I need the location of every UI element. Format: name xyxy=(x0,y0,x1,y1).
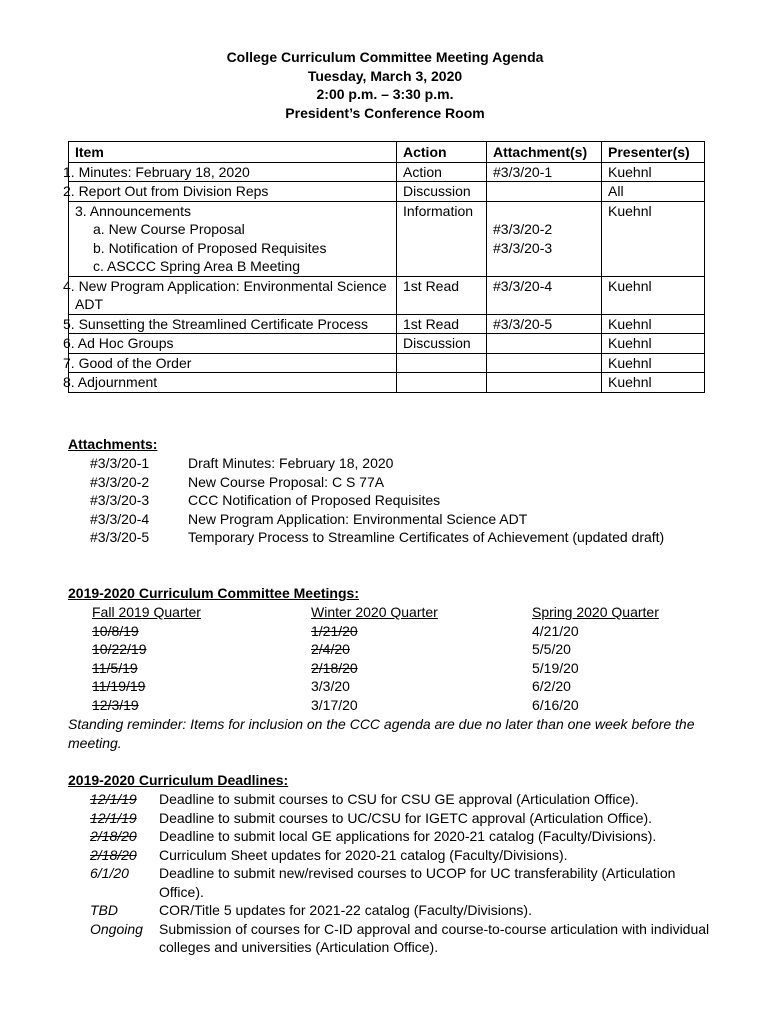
meeting-date: 6/16/20 xyxy=(532,696,579,713)
deadline-date-past: 12/1/19 xyxy=(90,791,137,807)
presenter-cell: Kuehnl xyxy=(602,373,705,393)
quarter-heading: Winter 2020 Quarter xyxy=(311,604,438,620)
attachment-description: New Program Application: Environmental Science ADT xyxy=(188,510,528,527)
meeting-time: 2:00 p.m. – 3:30 p.m. xyxy=(316,86,454,102)
standing-reminder: Standing reminder: Items for inclusion on the CCC agenda are due no later than one week before the meeting. xyxy=(68,716,695,751)
deadline-description: Curriculum Sheet updates for 2020-21 catalog (Faculty/Divisions). xyxy=(159,846,568,863)
table-row xyxy=(69,182,705,202)
quarter-heading: Fall 2019 Quarter xyxy=(92,604,201,620)
list-item xyxy=(90,491,690,510)
item-label: 3. Announcements xyxy=(75,202,191,219)
item-cell: 6. Ad Hoc Groups xyxy=(69,334,397,354)
deadline-date: TBD xyxy=(90,902,118,918)
action-cell: 1st Read xyxy=(397,276,487,314)
presenter-cell: Kuehnl xyxy=(602,334,705,354)
deadline-description: Deadline to submit courses to UC/CSU for IGETC approval (Articulation Office). xyxy=(159,809,653,826)
table-row xyxy=(69,314,705,334)
table-row xyxy=(69,353,705,373)
meetings-heading: 2019-2020 Curriculum Committee Meetings: xyxy=(68,585,359,601)
table-row xyxy=(69,201,705,276)
meeting-date: 3/3/20 xyxy=(311,678,350,694)
meeting-date-past: 12/3/19 xyxy=(92,696,139,713)
spring-quarter-column xyxy=(532,603,732,714)
item-cell: 7. Good of the Order xyxy=(69,353,397,373)
winter-quarter-column xyxy=(311,603,511,714)
item-cell: 2. Report Out from Division Reps xyxy=(69,182,397,202)
item-cell: 4. New Program Application: Environmental Science ADT xyxy=(69,276,397,314)
meeting-date: 3/17/20 xyxy=(311,696,358,713)
list-item xyxy=(90,473,690,492)
deadline-date: Ongoing xyxy=(90,920,143,937)
deadlines-heading: 2019-2020 Curriculum Deadlines: xyxy=(68,772,289,788)
presenter-cell: Kuehnl xyxy=(602,162,705,182)
list-item xyxy=(90,901,710,920)
column-header: Presenter(s) xyxy=(602,142,705,163)
sub-item: a. New Course Proposal xyxy=(93,221,245,237)
item-cell: 5. Sunsetting the Streamlined Certificate Process xyxy=(69,314,397,334)
meeting-location: President’s Conference Room xyxy=(285,104,485,121)
agenda-table xyxy=(63,141,705,393)
presenter-cell: All xyxy=(602,182,705,202)
agenda-title: College Curriculum Committee Meeting Agenda xyxy=(226,49,544,65)
deadline-description: COR/Title 5 updates for 2021-22 catalog (Faculty/Divisions). xyxy=(159,902,532,918)
meeting-date-past: 2/18/20 xyxy=(311,659,358,676)
action-cell: Information xyxy=(397,201,487,276)
deadline-date: 6/1/20 xyxy=(90,865,129,881)
list-item xyxy=(90,528,690,547)
item-cell: 1. Minutes: February 18, 2020 xyxy=(69,162,397,182)
attachment-cell: #3/3/20-4 xyxy=(487,276,602,314)
list-item xyxy=(90,864,710,901)
deadline-description: Deadline to submit new/revised courses to UCOP for UC transferability (Articulation Office). xyxy=(159,865,676,900)
presenter-cell: Kuehnl xyxy=(602,314,705,334)
attachment-code: #3/3/20-4 xyxy=(90,510,150,527)
attachment-ref: #3/3/20-2 xyxy=(493,221,553,237)
action-cell xyxy=(397,353,487,373)
column-header: Action xyxy=(397,142,487,163)
attachment-cell xyxy=(487,373,602,393)
deadline-date-past: 12/1/19 xyxy=(90,809,137,826)
attachment-cell xyxy=(487,334,602,354)
attachment-description: New Course Proposal: C S 77A xyxy=(188,473,385,490)
deadline-description: Submission of courses for C-ID approval and course-to-course articulation with individual colleges and universities (Articulation Office). xyxy=(159,920,710,955)
agenda-header xyxy=(0,48,770,122)
list-item xyxy=(90,454,690,473)
deadline-description: Deadline to submit courses to CSU for CSU GE approval (Articulation Office). xyxy=(159,791,639,807)
list-item xyxy=(90,809,710,828)
list-item xyxy=(90,846,710,865)
table-row xyxy=(69,276,705,314)
meeting-date-past: 2/4/20 xyxy=(311,641,350,657)
presenter-cell: Kuehnl xyxy=(602,201,705,276)
list-item xyxy=(90,827,710,846)
attachment-description: Temporary Process to Streamline Certificates of Achievement (updated draft) xyxy=(188,529,665,545)
attachment-ref: #3/3/20-3 xyxy=(493,239,553,256)
attachment-code: #3/3/20-5 xyxy=(90,529,150,545)
meeting-date: 4/21/20 xyxy=(532,622,579,639)
fall-quarter-column xyxy=(92,603,292,714)
item-cell xyxy=(69,201,397,276)
meeting-date-past: 1/21/20 xyxy=(311,622,358,639)
action-cell: Discussion xyxy=(397,182,487,202)
table-row xyxy=(69,334,705,354)
attachment-cell xyxy=(487,182,602,202)
attachment-cell xyxy=(487,353,602,373)
attachment-cell: #3/3/20-1 xyxy=(487,162,602,182)
attachment-cell xyxy=(487,201,602,276)
meeting-date: 5/19/20 xyxy=(532,659,579,676)
deadline-date-past: 2/18/20 xyxy=(90,828,137,844)
presenter-cell: Kuehnl xyxy=(602,353,705,373)
item-cell: 8. Adjournment xyxy=(69,373,397,393)
attachment-description: CCC Notification of Proposed Requisites xyxy=(188,492,441,508)
sub-item: c. ASCCC Spring Area B Meeting xyxy=(93,258,300,274)
attachments-heading: Attachments: xyxy=(68,436,158,452)
table-row xyxy=(69,373,705,393)
attachment-code: #3/3/20-1 xyxy=(90,455,150,471)
sub-item: b. Notification of Proposed Requisites xyxy=(93,239,327,256)
table-row xyxy=(69,162,705,182)
action-cell: Discussion xyxy=(397,334,487,354)
meeting-date: 6/2/20 xyxy=(532,678,571,694)
meeting-date-past: 10/8/19 xyxy=(92,622,139,639)
attachment-description: Draft Minutes: February 18, 2020 xyxy=(188,455,394,471)
column-header: Item xyxy=(69,142,397,163)
action-cell xyxy=(397,373,487,393)
meeting-date: 5/5/20 xyxy=(532,641,571,657)
attachments-list xyxy=(90,454,690,547)
quarter-heading: Spring 2020 Quarter xyxy=(532,604,659,620)
action-cell: Action xyxy=(397,162,487,182)
list-item xyxy=(90,510,690,529)
table-header-row xyxy=(69,142,705,163)
attachment-code: #3/3/20-2 xyxy=(90,473,150,490)
meeting-date: Tuesday, March 3, 2020 xyxy=(307,67,463,84)
meeting-date-past: 11/5/19 xyxy=(92,659,138,676)
meeting-date-past: 11/19/19 xyxy=(92,678,146,694)
presenter-cell: Kuehnl xyxy=(602,276,705,314)
column-header: Attachment(s) xyxy=(487,142,602,163)
action-cell: 1st Read xyxy=(397,314,487,334)
deadlines-list xyxy=(90,790,710,957)
attachment-cell: #3/3/20-5 xyxy=(487,314,602,334)
deadline-description: Deadline to submit local GE applications for 2020-21 catalog (Faculty/Divisions). xyxy=(159,828,657,844)
deadline-date-past: 2/18/20 xyxy=(90,846,137,863)
list-item xyxy=(90,920,710,957)
list-item xyxy=(90,790,710,809)
attachment-code: #3/3/20-3 xyxy=(90,492,150,508)
meeting-date-past: 10/22/19 xyxy=(92,641,147,657)
